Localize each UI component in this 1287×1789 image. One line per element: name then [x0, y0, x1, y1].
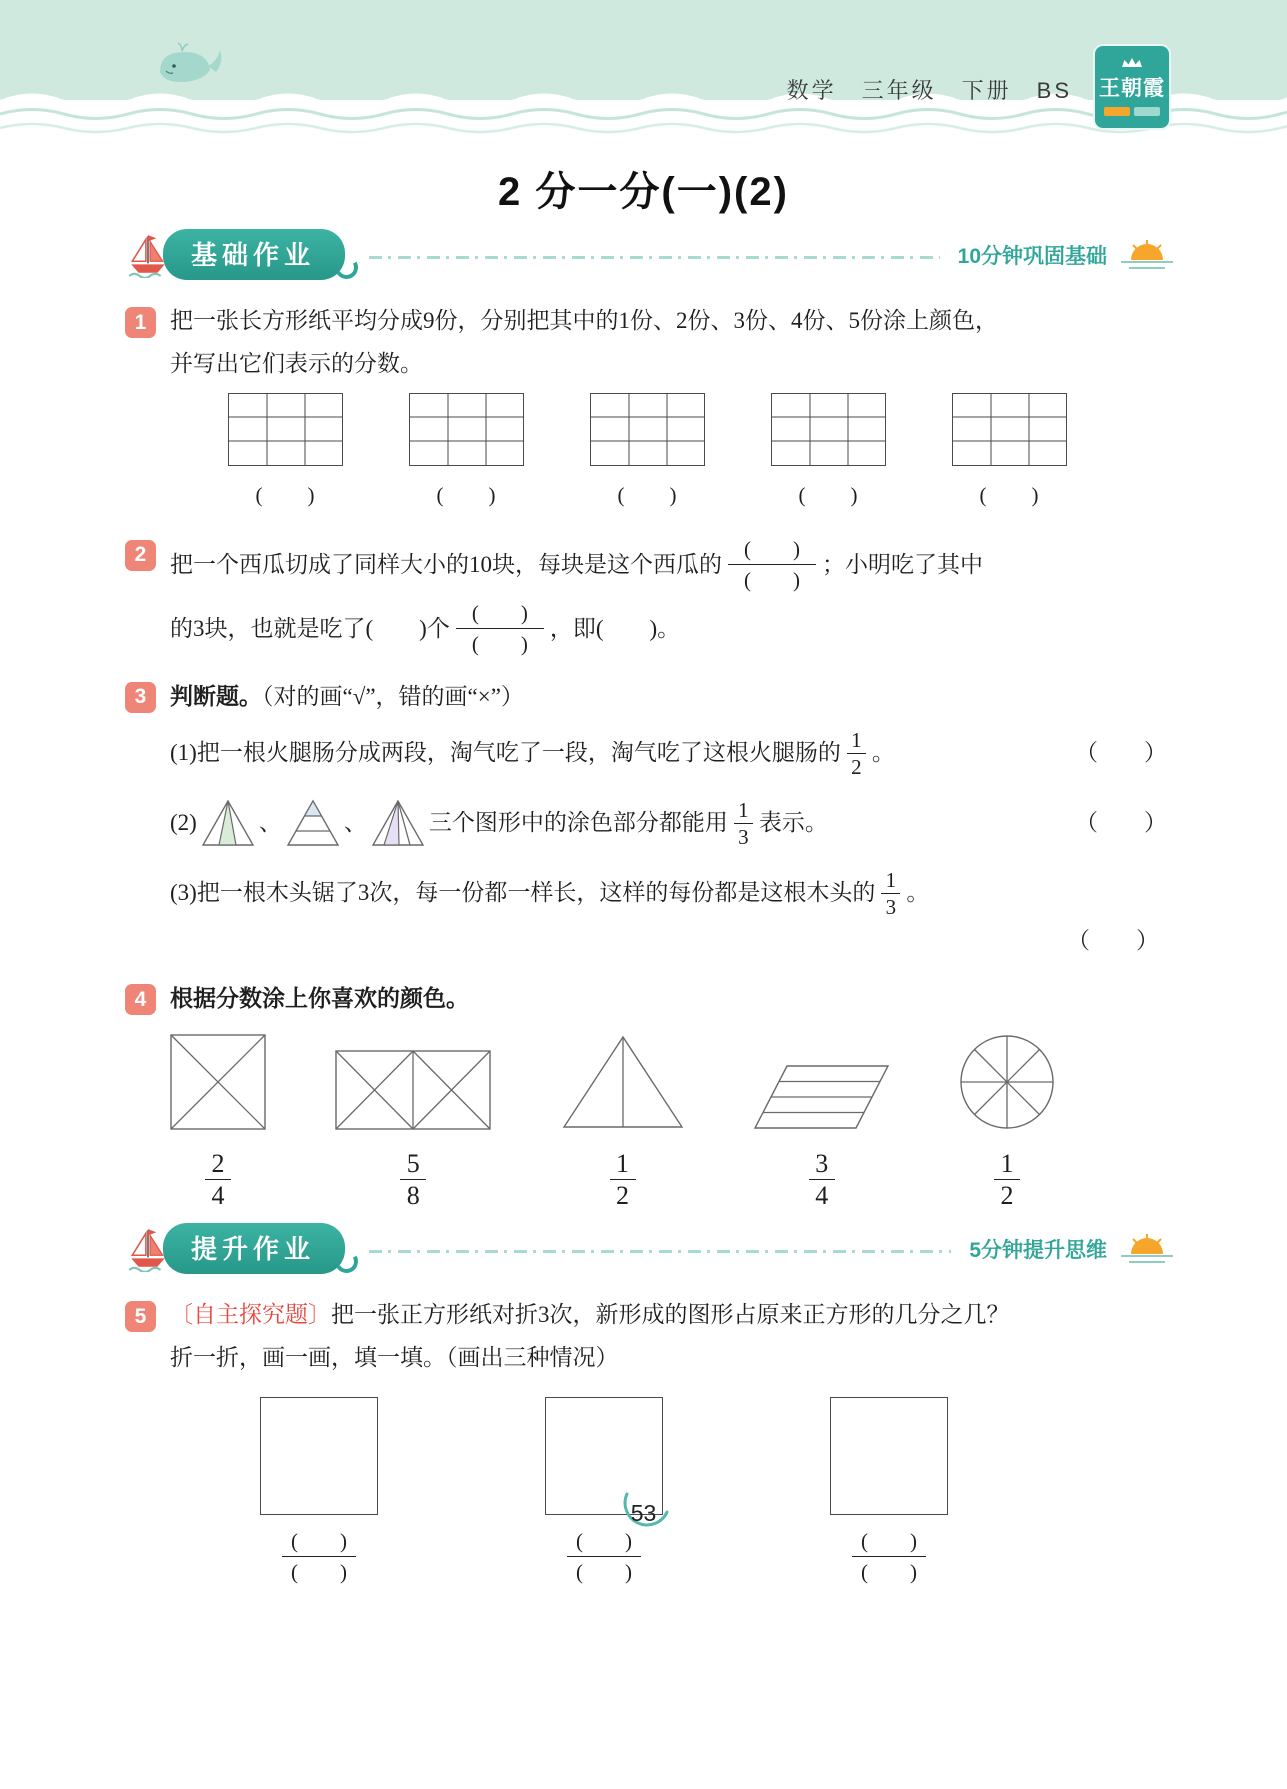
divider-dashed-line — [369, 256, 940, 259]
answer-blank: ( ) — [436, 483, 497, 508]
fraction-bar — [400, 1179, 426, 1180]
answer-blank: ( ) — [979, 483, 1040, 508]
fraction-blank-numerator: ( ) — [576, 1529, 632, 1554]
figure-circle-eighths — [959, 1034, 1055, 1210]
fraction-label — [994, 1150, 1020, 1210]
triangle-halves-figure — [561, 1034, 685, 1130]
question-1-text — [170, 300, 1175, 385]
separator: 、 — [343, 810, 367, 836]
fraction — [734, 799, 753, 848]
square-x-figure — [170, 1034, 266, 1130]
figure-rect-eighths — [335, 1050, 491, 1210]
ninths-grid — [590, 393, 705, 466]
question-2-line-2 — [170, 597, 1175, 661]
answer-blank: ( ) — [617, 483, 678, 508]
fraction-numerator: 1 — [738, 797, 749, 822]
judge-item-2 — [170, 788, 1175, 858]
fraction-bar — [852, 1556, 926, 1557]
logo-text: 王朝霞 — [1099, 77, 1165, 100]
fraction-numerator: 1 — [1000, 1148, 1014, 1178]
page-content — [0, 229, 1287, 1585]
fraction-label — [610, 1150, 636, 1210]
fraction-blank-denominator: ( ) — [576, 1560, 632, 1585]
question-text-line: 把一张正方形纸对折3次，新形成的图形占原来正方形的几分之几？ — [331, 1302, 1010, 1328]
fraction-blank-denominator: ( ) — [744, 568, 800, 593]
triangle-figure-3 — [370, 798, 426, 848]
question-2-number-badge: 2 — [125, 540, 156, 571]
judge-text: (1)把一根火腿肠分成两段，淘气吃了一段，淘气吃了这根火腿肠的 — [170, 740, 841, 766]
fraction-blank — [456, 601, 544, 656]
fraction-numerator: 5 — [406, 1148, 420, 1178]
fraction-denominator: 3 — [885, 894, 897, 919]
fraction-numerator: 1 — [851, 727, 862, 752]
answer-blank: ( ) — [255, 483, 316, 508]
question-1-number-badge: 1 — [125, 307, 156, 338]
question-title-rest: （对的画“√”，错的画“×”） — [262, 683, 524, 709]
question-text: ，即( )。 — [549, 615, 681, 641]
question-3-number-badge: 3 — [125, 682, 156, 713]
fraction-numerator: 3 — [815, 1148, 829, 1178]
ninths-grid — [771, 393, 886, 466]
question-5 — [125, 1294, 1175, 1584]
judge-text: 三个图形中的涂色部分都能用 — [428, 810, 728, 836]
fraction-bar — [567, 1556, 641, 1557]
fraction-bar — [734, 823, 753, 824]
separator: 、 — [258, 810, 282, 836]
question-5-text — [170, 1294, 1175, 1379]
page-footer — [0, 1488, 1287, 1538]
grid-figure-2 — [409, 393, 524, 515]
fraction-denominator: 2 — [1000, 1180, 1014, 1210]
figure-triangle-halves — [561, 1034, 685, 1210]
judge-text: 。 — [871, 740, 895, 766]
rect-eighths-figure — [335, 1050, 491, 1130]
question-tag: 〔自主探究题〕 — [170, 1302, 331, 1328]
answer-parentheses: （ ） — [1067, 928, 1159, 954]
fraction-blank-numerator: ( ) — [291, 1529, 347, 1554]
question-2-line-1 — [170, 533, 1175, 597]
grid-figure-3 — [590, 393, 705, 515]
question-title-bold: 判断题。 — [170, 682, 262, 709]
ninths-grid — [409, 393, 524, 466]
question-text: 的3块，也就是吃了( )个 — [170, 615, 450, 641]
circle-eighths-figure — [959, 1034, 1055, 1130]
grid-figure-1 — [228, 393, 343, 515]
time-note-advanced: 5分钟提升思维 — [969, 1238, 1107, 1262]
fraction-denominator: 2 — [851, 754, 862, 779]
judge-text: (3)把一根木头锯了3次，每一份都一样长，这样的每份都是这根木头的 — [170, 880, 876, 906]
fraction-label — [205, 1150, 231, 1210]
fraction-bar — [728, 564, 816, 565]
course-info: 数学 三年级 下册 BS — [786, 78, 1072, 103]
section-banner-advanced — [125, 1223, 1175, 1274]
figure-parallelogram-quarters — [754, 1064, 890, 1210]
judge-text: (2) — [170, 810, 197, 836]
judge-text: 。 — [906, 880, 930, 906]
grid-figure-5 — [952, 393, 1067, 515]
brand-logo — [1093, 44, 1171, 130]
sailboat-icon — [125, 232, 171, 278]
fraction-bar — [847, 753, 866, 754]
sunrise-icon — [1119, 1231, 1175, 1267]
page-title: 2 分一分(一)(2) — [498, 170, 789, 214]
ninths-grid — [952, 393, 1067, 466]
judge-item-3 — [170, 858, 1175, 928]
fraction-bar — [205, 1179, 231, 1180]
question-text-line: 折一折，画一画，填一填。（画出三种情况） — [170, 1344, 619, 1370]
question-4-title: 根据分数涂上你喜欢的颜色。 — [170, 985, 469, 1012]
fraction-bar — [881, 893, 900, 894]
fraction-denominator: 2 — [616, 1180, 629, 1210]
question-4 — [125, 977, 1175, 1209]
logo-crown-icon — [1121, 58, 1143, 67]
fraction-numerator: 1 — [616, 1148, 629, 1178]
ninths-grid — [228, 393, 343, 466]
fraction-label — [400, 1150, 426, 1210]
question-3 — [125, 675, 1175, 963]
time-note-basic: 10分钟巩固基础 — [957, 244, 1107, 268]
triangle-figure-1 — [200, 798, 256, 848]
question-1 — [125, 300, 1175, 519]
fraction-blank — [728, 537, 816, 592]
page-number-wrap — [613, 1488, 675, 1538]
judge-item-1 — [170, 718, 1175, 788]
sunrise-icon — [1119, 237, 1175, 273]
fraction-denominator: 4 — [815, 1180, 829, 1210]
fraction-blank-denominator: ( ) — [471, 632, 528, 657]
judge-text: 表示。 — [758, 810, 828, 836]
judge-item-3-answer-row — [170, 920, 1175, 963]
fraction-bar — [456, 628, 544, 629]
page-number: 53 — [630, 1499, 657, 1526]
fraction-denominator: 4 — [211, 1180, 225, 1210]
fraction-numerator: 2 — [211, 1148, 225, 1178]
section-title-basic: 基础作业 — [163, 229, 345, 280]
fraction-blank-numerator: ( ) — [744, 537, 800, 562]
fraction-numerator: 1 — [885, 867, 897, 892]
sailboat-icon — [125, 1226, 171, 1272]
fraction-blank-numerator: ( ) — [861, 1529, 917, 1554]
fraction-bar — [809, 1179, 835, 1180]
grid-figures-row — [228, 393, 1175, 515]
question-3-title — [170, 675, 1175, 719]
question-text: 把一个西瓜切成了同样大小的10块，每块是这个西瓜的 — [170, 551, 722, 577]
fraction — [881, 869, 900, 918]
parallelogram-figure — [754, 1064, 890, 1130]
question-text-line: 把一张长方形纸平均分成9份，分别把其中的1份、2份、3份、4份、5份涂上颜色， — [170, 308, 998, 333]
fraction-blank-numerator: ( ) — [471, 601, 528, 626]
question-5-number-badge: 5 — [125, 1301, 156, 1332]
triangle-figure-2 — [285, 798, 341, 848]
grid-figure-4 — [771, 393, 886, 515]
fraction-bar — [610, 1179, 636, 1180]
question-4-number-badge: 4 — [125, 984, 156, 1015]
fraction-bar — [282, 1556, 356, 1557]
figure-square-quarters — [170, 1034, 266, 1210]
answer-parentheses: （ ） — [1075, 740, 1167, 766]
answer-blank: ( ) — [798, 483, 859, 508]
question-2 — [125, 533, 1175, 661]
question-text: ；小明吃了其中 — [822, 551, 983, 577]
fraction — [847, 729, 866, 778]
fraction-denominator: 8 — [406, 1180, 420, 1210]
logo-ribbon — [1104, 107, 1160, 116]
fraction-blank-denominator: ( ) — [861, 1560, 917, 1585]
divider-dashed-line — [369, 1250, 951, 1253]
fraction-blank-denominator: ( ) — [291, 1560, 347, 1585]
answer-parentheses: （ ） — [1075, 810, 1167, 836]
fraction-denominator: 3 — [738, 824, 749, 849]
fraction-bar — [994, 1179, 1020, 1180]
question-text-line: 并写出它们表示的分数。 — [170, 350, 423, 376]
section-banner-basic — [125, 229, 1175, 280]
shape-figures-row — [170, 1034, 1055, 1210]
section-title-advanced: 提升作业 — [163, 1223, 345, 1274]
fraction-label — [809, 1150, 835, 1210]
